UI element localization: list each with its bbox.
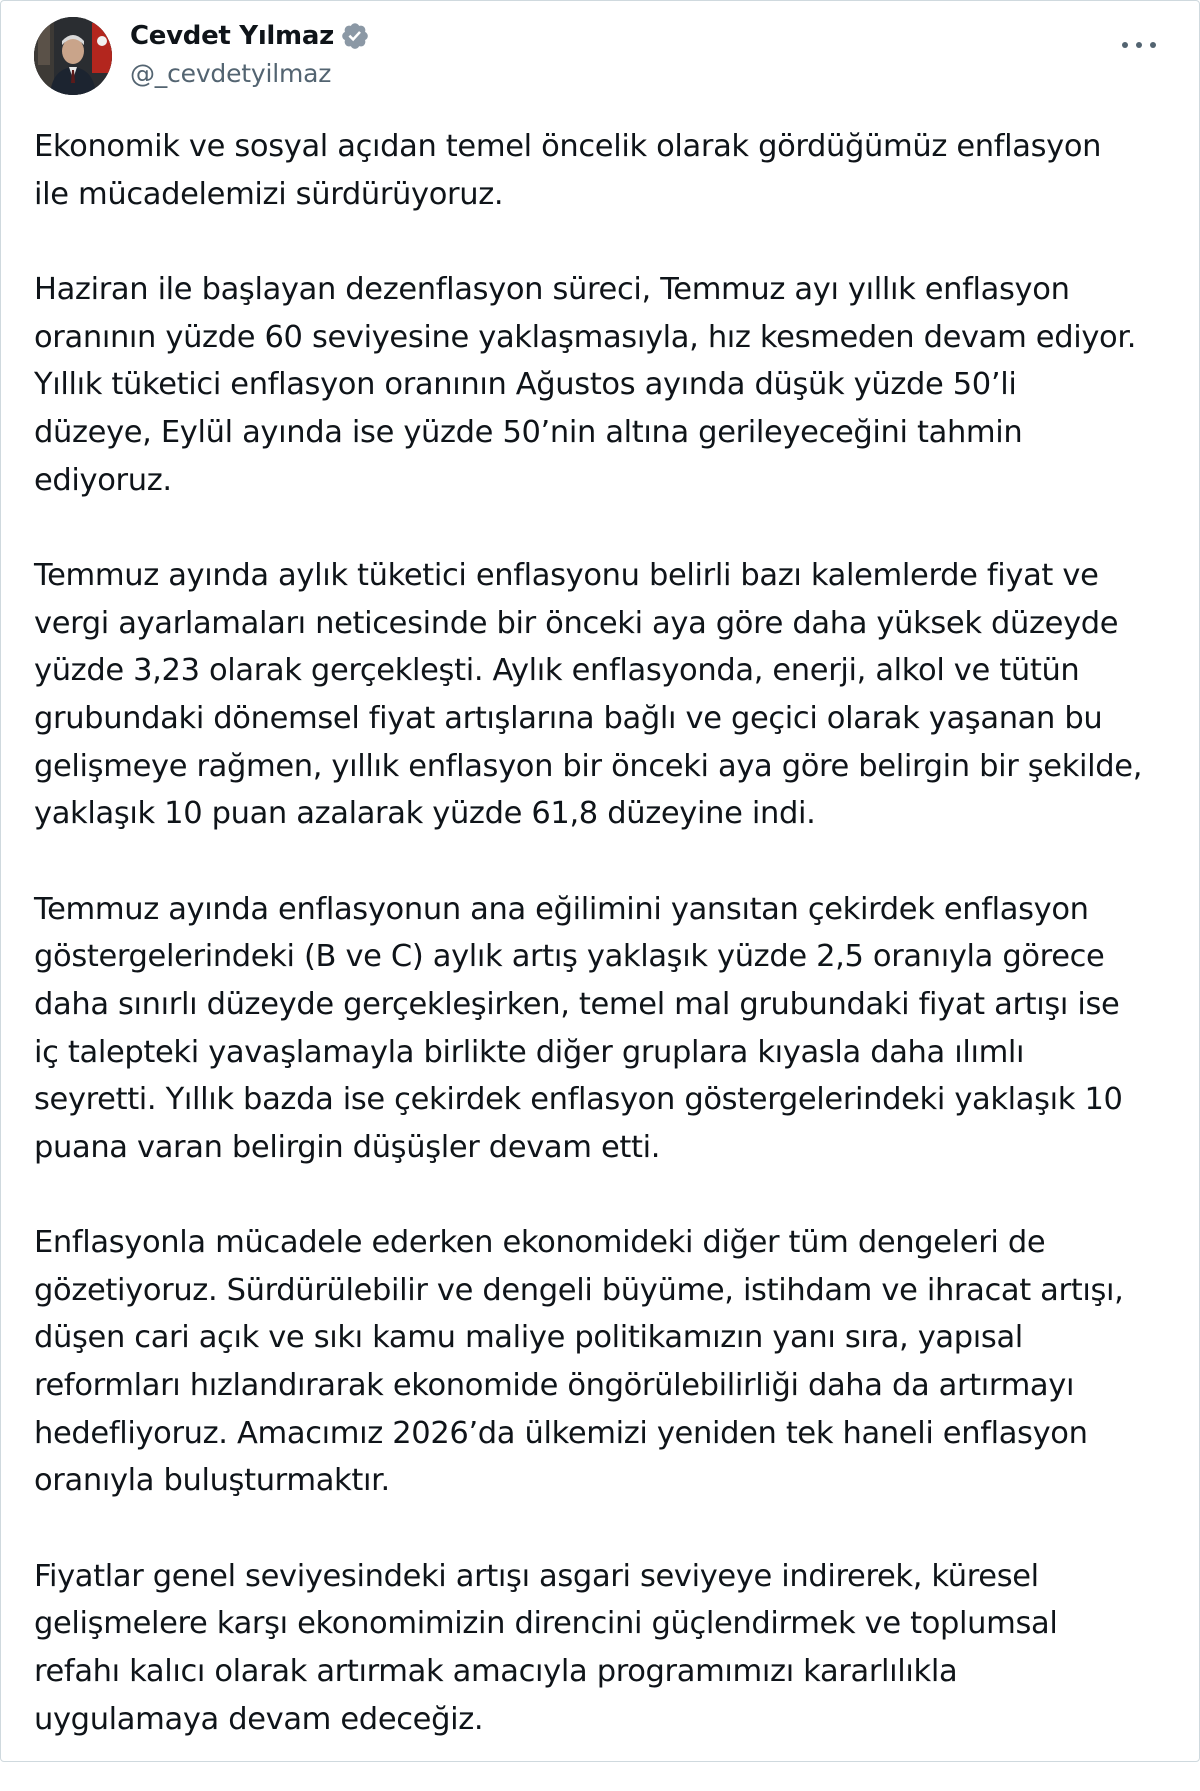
more-dot xyxy=(1136,42,1142,48)
tweet-paragraph: Ekonomik ve sosyal açıdan temel öncelik olarak gördüğümüz enflasyon ile mücadelemizi sürdürüyoruz. xyxy=(34,129,1102,212)
tweet-header xyxy=(34,17,1164,97)
handle[interactable]: @_cevdetyilmaz xyxy=(130,59,332,88)
display-name-row xyxy=(130,19,370,53)
more-dot xyxy=(1122,42,1128,48)
author-names xyxy=(130,19,370,88)
tweet-text xyxy=(34,123,1184,1791)
more-dot xyxy=(1150,42,1156,48)
display-name[interactable]: Cevdet Yılmaz xyxy=(130,21,334,51)
more-options-icon[interactable] xyxy=(1122,35,1156,55)
tweet-paragraph: Temmuz ayında enflasyonun ana eğilimini yansıtan çekirdek enflasyon göstergelerindeki (B ve C) aylık artış yaklaşık yüzde 2,5 oranıyla görece daha sınırlı düzeyde gerçekleşirken, temel mal grubundaki fiyat artışı ise iç talepteki yavaşlamayla birlikte diğer gruplara kıyasla daha ılımlı seyretti. Yıllık bazda ise çekirdek enflasyon göstergelerindeki yaklaşık 10 puana varan belirgin düşüşler devam etti. xyxy=(34,891,1123,1165)
verified-badge-icon[interactable] xyxy=(340,21,370,51)
tweet-paragraph: Fiyatlar genel seviyesindeki artışı asgari seviyeye indirerek, küresel gelişmelere karşı ekonomimizin direncini güçlendirmek ve toplumsal refahı kalıcı olarak artırmak amacıyla programımızı kararlılıkla uygulamaya devam edeceğiz. xyxy=(34,1558,1058,1737)
tweet-paragraph: Enflasyonla mücadele ederken ekonomideki diğer tüm dengeleri de gözetiyoruz. Sürdürülebilir ve dengeli büyüme, istihdam ve ihracat artışı, düşen cari açık ve sıkı kamu maliye politikamızın yanı sıra, yapısal reformları hızlandırarak ekonomide öngörülebilirliği daha da artırmayı hedefliyoruz. Amacımız 2026’da ülkemizi yeniden tek haneli enflasyon oranıyla buluşturmaktır. xyxy=(34,1225,1124,1499)
avatar[interactable] xyxy=(34,17,112,95)
avatar-photo xyxy=(34,17,112,95)
tweet-paragraph: Temmuz ayında aylık tüketici enflasyonu belirli bazı kalemlerde fiyat ve vergi ayarlamaları neticesinde bir önceki aya göre daha yüksek düzeyde yüzde 3,23 olarak gerçekleşti. Aylık enflasyonda, enerji, alkol ve tütün grubundaki dönemsel fiyat artışlarına bağlı ve geçici olarak yaşanan bu gelişmeye rağmen, yıllık enflasyon bir önceki aya göre belirgin bir şekilde, yaklaşık 10 puan azalarak yüzde 61,8 düzeyine indi. xyxy=(34,558,1143,832)
tweet-paragraph: Haziran ile başlayan dezenflasyon süreci, Temmuz ayı yıllık enflasyon oranının yüzde 60 seviyesine yaklaşmasıyla, hız kesmeden devam ediyor. Yıllık tüketici enflasyon oranının Ağustos ayında düşük yüzde 50’li düzeye, Eylül ayında ise yüzde 50’nin altına gerileyeceğini tahmin ediyoruz. xyxy=(34,272,1137,498)
